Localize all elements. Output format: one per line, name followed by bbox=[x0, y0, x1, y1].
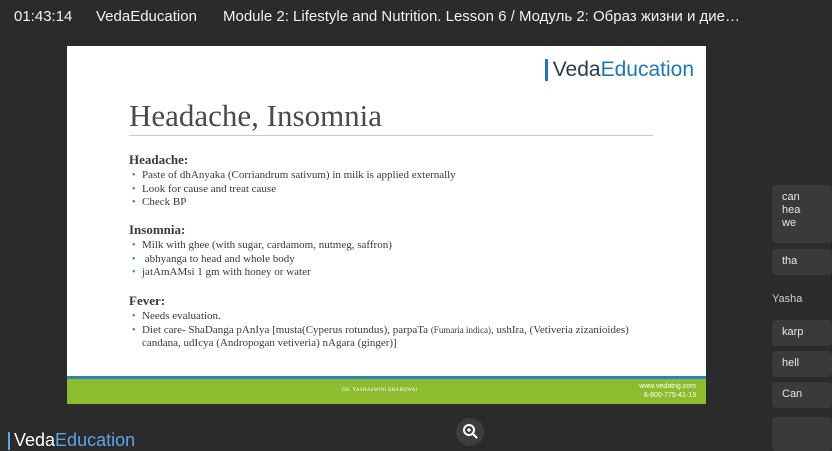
chat-message-line: tha bbox=[782, 255, 798, 267]
list-item: • Paste of dhAnyaka (Corriandrum sativum) in milk is applied externally bbox=[129, 169, 649, 183]
list-item: • Check BP bbox=[129, 196, 649, 210]
watermark-education-text: Education bbox=[55, 430, 136, 450]
list-item: • jatAmAMsi 1 gm with honey or water bbox=[129, 266, 649, 280]
video-title-bar bbox=[0, 0, 800, 34]
chat-message bbox=[772, 351, 832, 377]
chat-sender-name: Yasha bbox=[772, 293, 803, 305]
footer-url: www.vedatng.com bbox=[639, 383, 696, 390]
diet-text-part1: Diet care- ShaDanga pAnIya [musta(Cyperus rotundus), parpaTa bbox=[142, 323, 429, 336]
watermark-logo bbox=[8, 430, 135, 451]
chat-message-line: we bbox=[782, 217, 797, 229]
footer-phone: 8-800-775-41-13 bbox=[643, 392, 696, 399]
list-item: • Look for cause and treat cause bbox=[129, 183, 649, 197]
section-insomnia bbox=[129, 222, 649, 280]
list-item: • Milk with ghee (with sugar, cardamom, nutmeg, saffron) bbox=[129, 239, 649, 253]
presentation-slide bbox=[67, 46, 706, 404]
chat-message-line: can bbox=[782, 191, 800, 203]
chat-message-line: hell bbox=[782, 357, 800, 369]
chat-message bbox=[772, 249, 832, 275]
title-divider bbox=[129, 135, 653, 136]
watermark-veda-text: Veda bbox=[14, 430, 56, 450]
logo-bar-icon bbox=[8, 432, 10, 450]
chat-panel bbox=[772, 185, 804, 450]
zoom-in-icon bbox=[461, 423, 479, 441]
chat-message bbox=[772, 320, 832, 346]
logo-veda-text: Veda bbox=[552, 58, 601, 81]
diet-text-part3: , ushIra, (Vetiveria zizanioides) candana, udIcya (Andropogan vetiveria) nAgara (ginger)] bbox=[142, 323, 629, 349]
section-fever bbox=[129, 293, 654, 351]
playback-time: 01:43:14 bbox=[14, 8, 73, 25]
slide-footer bbox=[67, 379, 706, 404]
footer-author: DR. YASHASWINI BHARDWAJ bbox=[342, 388, 418, 393]
footer-contact bbox=[639, 382, 696, 400]
slide-logo bbox=[545, 58, 694, 82]
zoom-button[interactable] bbox=[456, 418, 484, 446]
channel-name[interactable]: VedaEducation bbox=[96, 8, 197, 25]
section-heading: Headache: bbox=[129, 152, 189, 167]
chat-message-line: Can bbox=[782, 388, 803, 400]
video-title: Module 2: Lifestyle and Nutrition. Lesson 6 / Модуль 2: Образ жизни и дие… bbox=[223, 8, 740, 25]
chat-message bbox=[772, 185, 832, 243]
logo-education-text: Education bbox=[600, 58, 694, 81]
section-heading: Fever: bbox=[129, 293, 166, 308]
section-heading: Insomnia: bbox=[129, 222, 186, 237]
section-headache bbox=[129, 152, 649, 210]
logo-bar-icon bbox=[545, 59, 548, 81]
list-item: • abhyanga to head and whole body bbox=[129, 253, 649, 267]
list-item-diet bbox=[129, 324, 654, 351]
chat-message bbox=[772, 382, 832, 408]
list-item: • Needs evaluation. bbox=[129, 310, 654, 324]
chat-message-line: karp bbox=[782, 326, 804, 338]
slide-title: Headache, Insomnia bbox=[129, 98, 383, 133]
chat-message bbox=[772, 417, 832, 451]
chat-message-line: hea bbox=[782, 204, 801, 216]
diet-text-small: (Fumaria indica) bbox=[430, 324, 492, 335]
